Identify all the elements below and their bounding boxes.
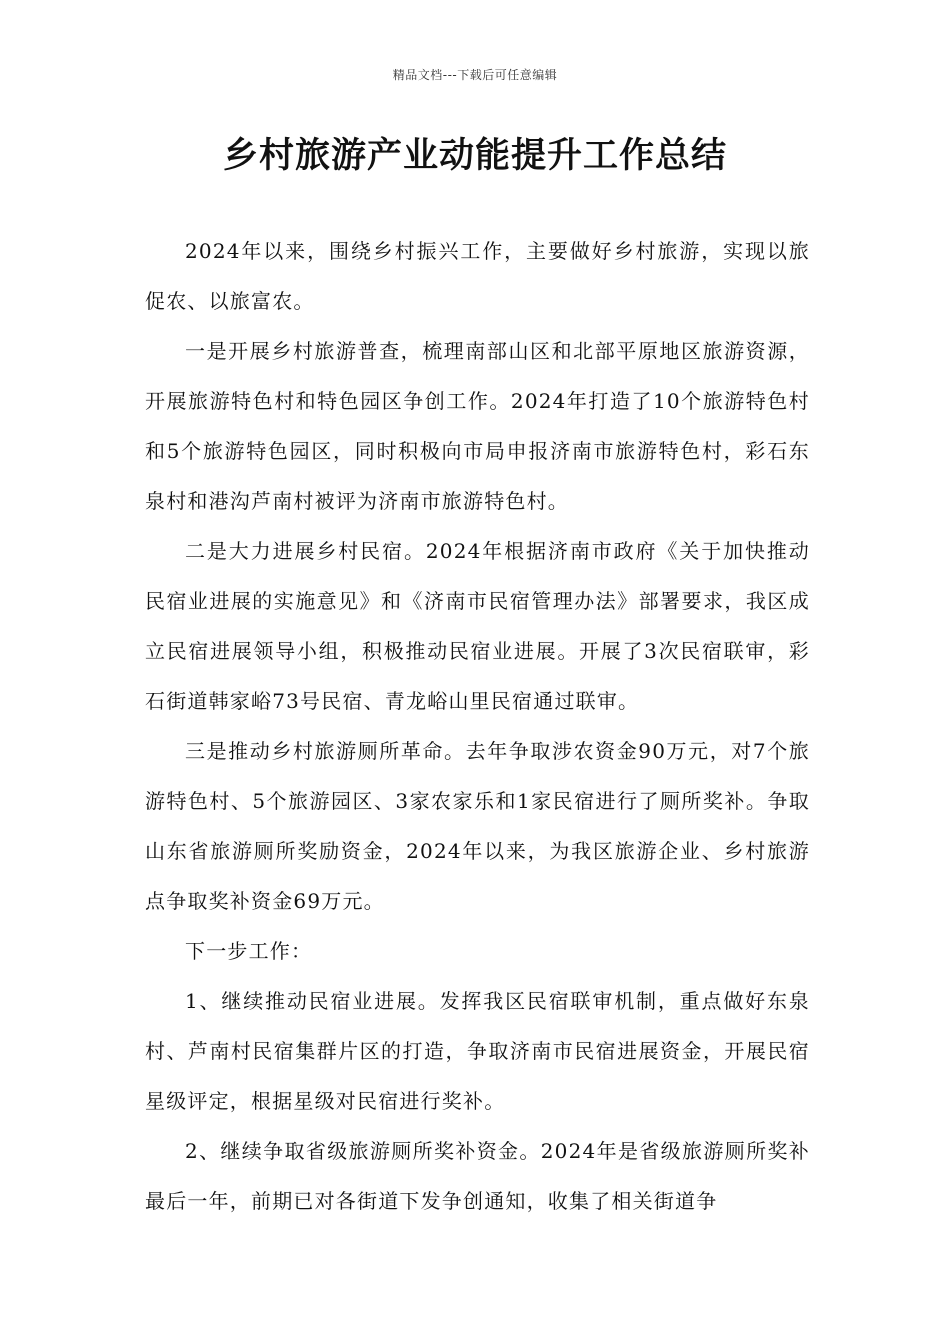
paragraph-next-step-2: 2、继续争取省级旅游厕所奖补资金。2024年是省级旅游厕所奖补最后一年，前期已对各街道下发争创通知，收集了相关街道争 bbox=[145, 1139, 810, 1213]
paragraph-item-3: 三是推动乡村旅游厕所革命。去年争取涉农资金90万元，对7个旅游特色村、5个旅游园区、3家农家乐和1家民宿进行了厕所奖补。争取山东省旅游厕所奖励资金，2024年以来，为我区旅游企业、乡村旅游点争取奖补资金69万元。 bbox=[145, 739, 810, 913]
paragraph-intro: 2024年以来，围绕乡村振兴工作，主要做好乡村旅游，实现以旅促农、以旅富农。 bbox=[145, 239, 810, 313]
document-title: 乡村旅游产业动能提升工作总结 bbox=[222, 136, 727, 176]
paragraph-item-2: 二是大力进展乡村民宿。2024年根据济南市政府《关于加快推动民宿业进展的实施意见》和《济南市民宿管理办法》部署要求，我区成立民宿进展领导小组，积极推动民宿业进展。开展了3次民宿联审，彩石街道韩家峪73号民宿、青龙峪山里民宿通过联审。 bbox=[145, 539, 810, 713]
paragraph-item-1: 一是开展乡村旅游普查，梳理南部山区和北部平原地区旅游资源，开展旅游特色村和特色园区争创工作。2024年打造了10个旅游特色村和5个旅游特色园区，同时积极向市局申报济南市旅游特色村，彩石东泉村和港沟芦南村被评为济南市旅游特色村。 bbox=[145, 339, 810, 513]
paragraph-next-steps-heading: 下一步工作： bbox=[185, 939, 313, 963]
paragraph-next-step-1: 1、继续推动民宿业进展。发挥我区民宿联审机制，重点做好东泉村、芦南村民宿集群片区的打造，争取济南市民宿进展资金，开展民宿星级评定，根据星级对民宿进行奖补。 bbox=[145, 989, 810, 1113]
header-note: 精品文档---下载后可任意编辑 bbox=[392, 68, 558, 82]
document-body bbox=[145, 226, 810, 1226]
